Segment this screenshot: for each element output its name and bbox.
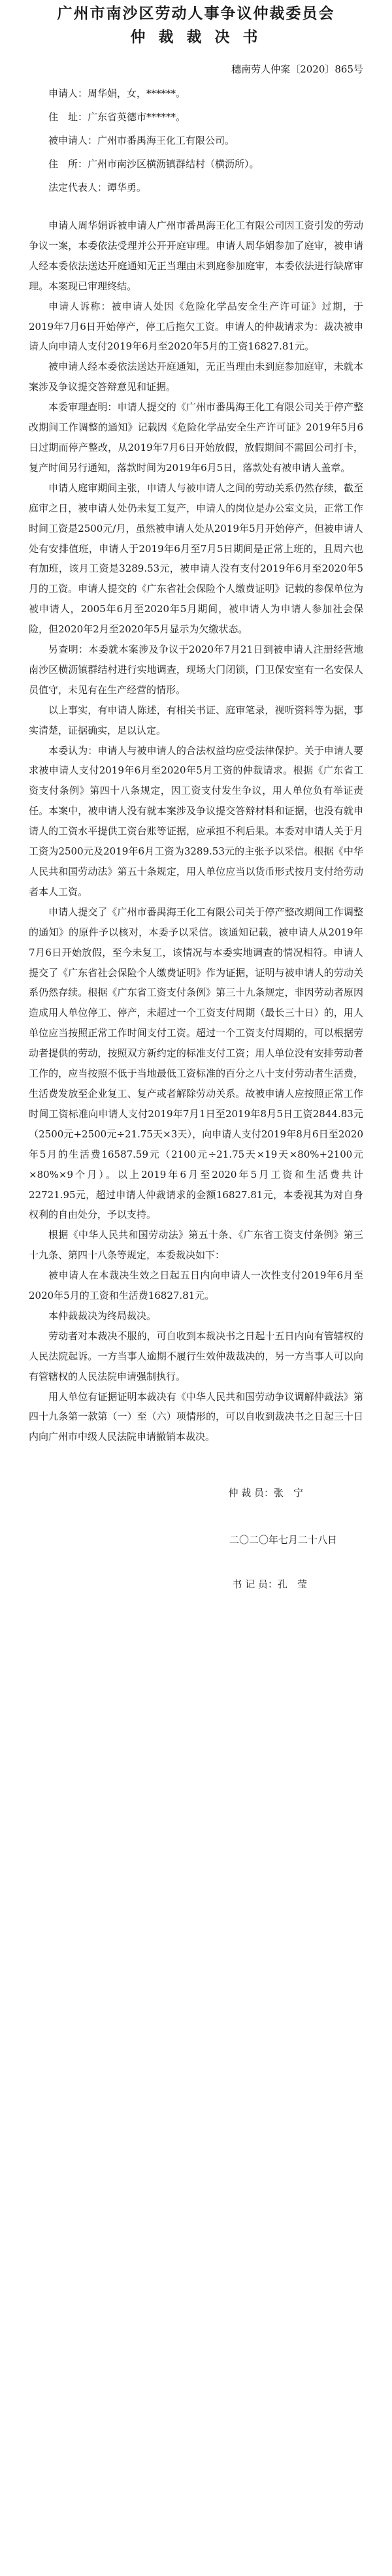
legal-basis-paragraph: 根据《中华人民共和国劳动法》第五十条、《广东省工资支付条例》第三十九条、第四十八条等规定，本委裁决如下：	[29, 1229, 363, 1262]
findings-paragraph: 本委审理查明：申请人提交的《广州市番禺海王化工有限公司关于停产整改期间工作调整的通知》记载因《危险化学品安全生产许可证》2019年5月6日过期而停产整改，从2019年7月6日开始放假，放假期间不需回公司打卡，复产时间另行通知，落款时间为2019年6月5日，落款处有被申请人盖章。	[29, 401, 363, 474]
legal-representative: 法定代表人：谭华勇。	[48, 182, 147, 193]
site-investigation-paragraph: 另查明：本委就本案涉及争议于2020年7月21日到被申请人注册经营地南沙区横沥镇群结村进行实地调查，现场大门闭锁，门卫保安室有一名安保人员值守，未见有在生产经营的情形。	[29, 644, 363, 696]
applicant-claim-paragraph: 申请人诉称：被申请人处因《危险化学品安全生产许可证》过期，于2019年7月6日开始停产，停工后拖欠工资。申请人的仲裁请求为：裁决被申请人向申请人支付2019年6月至2020年5月的工资16827.81元。	[29, 300, 363, 353]
applicant-name: 申请人：周华娟，女，******。	[48, 88, 186, 99]
clerk-signature: 书 记 员：孔 莹	[232, 1578, 307, 1591]
award-paragraph: 被申请人在本裁决生效之日起五日内向申请人一次性支付2019年6月至2020年5月的工资和生活费16827.81元。	[29, 1269, 363, 1302]
section-gap	[29, 201, 363, 216]
applicant-statement-paragraph: 申请人庭审期间主张，申请人与被申请人之间的劳动关系仍然存续，截至庭审之日，被申请人处仍未复工复产，申请人的岗位是办公室文员，正常工作时间工资是2500元/月，虽然被申请人处从2019年5月开始停产，但被申请人处有安排值班，申请人于2019年6月至7月5日期间是正常上班的，且周六也有加班，该月工资是3289.53元，被申请人没有支付2019年6月至2020年5月的工资。申请人提交的《广东省社会保险个人缴费证明》记载的参保单位为被申请人，2005年6月至2020年5月期间，被申请人为申请人参加社会保险，但2020年2月至2020年5月显示为欠缴状态。	[29, 481, 363, 636]
award-date: 二〇二〇年七月二十八日	[229, 1534, 337, 1546]
document-title: 仲 裁 裁 决 书	[130, 28, 262, 46]
tribunal-opinion-paragraph: 本委认为：申请人与被申请人的合法权益均应受法律保护。关于申请人要求被申请人支付2019年6月至2020年5月工资的仲裁请求。根据《广东省工资支付条例》第四十八条规定，因工资支付发生争议，用人单位负有举证责任。本案中，被申请人没有就本案涉及争议提交答辩材料和证据，也没有就申请人的工资水平提供工资台账等证据，应承担不利后果。本委对申请人关于月工资为2500元及2019年6月工资为3289.53元的主张予以采信。根据《中华人民共和国劳动法》第五十条规定，用人单位应当以货币形式按月支付给劳动者本人工资。	[29, 744, 363, 898]
evidence-summary-paragraph: 以上事实，有申请人陈述，有相关书证、庭审笔录，视听资料等为据，事实清楚，证据确实，足以认定。	[29, 704, 363, 736]
wage-calculation-paragraph: 申请人提交了《广州市番禺海王化工有限公司关于停产整改期间工作调整的通知》的原件予以核对，本委予以采信。该通知记载，被申请人从2019年7月6日开始放假，至今未复工，该情况与本委实地调查的情况相符。申请人提交了《广东省社会保险个人缴费证明》作为证据，证明与被申请人的劳动关系仍然存续。根据《广东省工资支付条例》第三十九条规定，非因劳动者原因造成用人单位停工、停产，未超过一个工资支付周期（最长三十日）的，用人单位应当按照正常工作时间支付工资。超过一个工资支付周期的，可以根据劳动者提供的劳动，按照双方新约定的标准支付工资；用人单位没有安排劳动者工作的，应当按照不低于当地最低工资标准的百分之八十支付劳动者生活费，生活费发放至企业复工、复产或者解除劳动关系。故被申请人应按照正常工作时间工资标准向申请人支付2019年7月1日至2019年8月5日工资2844.83元（2500元+2500元÷21.75天×3天），向申请人支付2019年8月6日至2020年5月的生活费16587.59元（2100元÷21.75天×19天×80%+2100元×80%×9个月）。以上2019年6月至2020年5月工资和生活费共计22721.95元，超过申请人仲裁请求的金额16827.81元，本委视其为对自身权利的自由处分，予以支持。	[29, 905, 363, 1221]
issuing-organization: 广州市南沙区劳动人事争议仲裁委员会	[57, 5, 335, 22]
respondent-absence-paragraph: 被申请人经本委依法送达开庭通知，无正当理由未到庭参加庭审，未就本案涉及争议提交答辩意见和证据。	[29, 361, 363, 393]
finality-paragraph: 本仲裁裁决为终局裁决。	[48, 1309, 157, 1322]
arbitrator-signature: 仲 裁 员：张 宁	[228, 1487, 303, 1499]
case-number: 穗南劳人仲案〔2020〕865号	[231, 63, 363, 75]
worker-appeal-paragraph: 劳动者对本裁决不服的，可自收到本裁决书之日起十五日内向有管辖权的人民法院起诉。一方当事人逾期不履行生效仲裁裁决的，另一方当事人可以向有管辖权的人民法院申请强制执行。	[29, 1329, 363, 1382]
respondent-address: 住 所：广州市南沙区横沥镇群结村（横沥所）。	[48, 158, 259, 170]
case-intro-paragraph: 申请人周华娟诉被申请人广州市番禺海王化工有限公司因工资引发的劳动争议一案，本委依法受理并公开开庭审理。申请人周华娟参加了庭审，被申请人经本委依法送达开庭通知无正当理由未到庭参加庭审，本委依法进行缺席审理。本案现已审理终结。	[29, 220, 363, 292]
employer-revocation-paragraph: 用人单位有证据证明本裁决有《中华人民共和国劳动争议调解仲裁法》第四十九条第一款第（一）至（六）项情形的，可以自收到裁决书之日起三十日内向广州市中级人民法院申请撤销本裁决。	[29, 1390, 363, 1443]
applicant-address: 住 址：广东省英德市******。	[48, 111, 186, 123]
respondent-name: 被申请人：广州市番禺海王化工有限公司。	[48, 135, 235, 146]
